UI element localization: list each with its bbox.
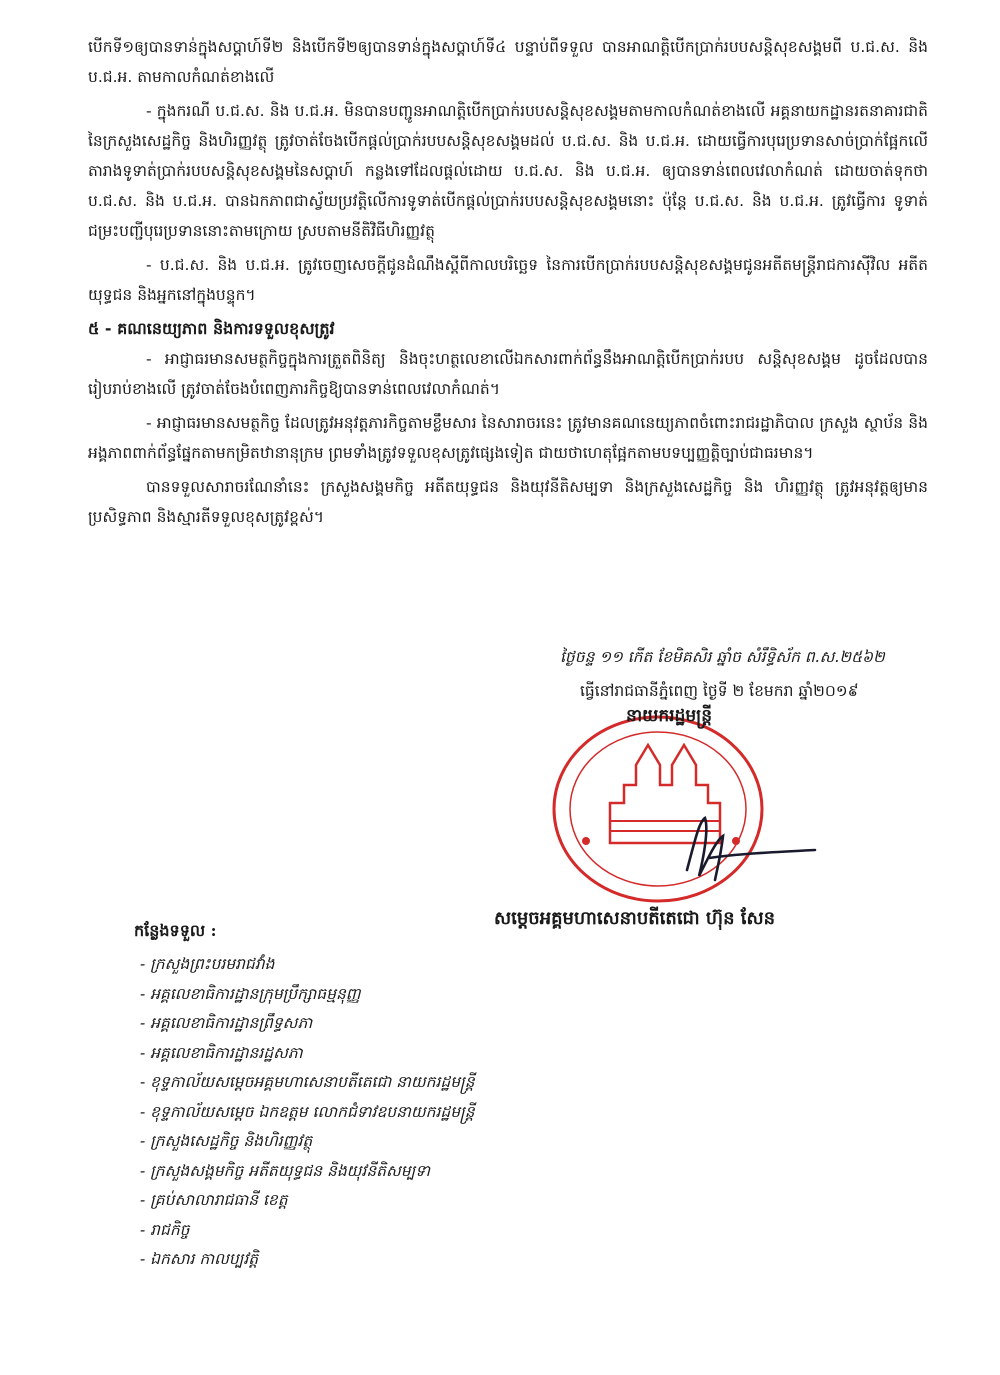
paragraph-payment-schedule: បើកទី១ឲ្យបានទាន់ក្នុងសប្តាហ៍ទី២ និងបើកទី២ឲ្យបានទាន់ក្នុងសប្តាហ៍ទី៤ បន្ទាប់ពីទទួល បានអាណត្តិបើកប្រាក់របបសន្តិសុខសង្គមពី ប.ជ.ស. និង ប.ជ.អ. តាមកាលកំណត់ខាងលើ [88, 38, 928, 86]
paragraph-closing: បានទទួលសារាចរណែនាំនេះ ក្រសួងសង្គមកិច្ច អតីតយុទ្ធជន និងយុវនីតិសម្បទា និងក្រសួងសេដ្ឋកិច្ច និង ហិរញ្ញវត្ថុ ត្រូវអនុវត្តឲ្យមានប្រសិទ្ធភាព និងស្មារតីទទួលខុសត្រូវខ្ពស់។ [88, 478, 928, 526]
recipient-item: - ក្រសួងសេដ្ឋកិច្ច និងហិរញ្ញវត្ថុ [140, 1132, 313, 1150]
paragraph-authority-review: - អាជ្ញាធរមានសមត្ថកិច្ចក្នុងការត្រួតពិនិត្យ និងចុះហត្ថលេខាលើឯកសារពាក់ព័ន្ធនឹងអាណត្តិបើកប្រាក់របប សន្តិសុខសង្គម ដូចដែលបានរៀបរាប់ខាងលើ ត្រូវចាត់ចែងបំពេញភារកិច្ចឱ្យបានទាន់ពេលវេលាកំណត់។ [88, 350, 928, 398]
recipient-item: - គ្រប់សាលារាជធានី ខេត្ត [140, 1191, 288, 1209]
paragraph-authority-accountability: - អាជ្ញាធរមានសមត្ថកិច្ច ដែលត្រូវអនុវត្តភារកិច្ចតាមខ្លឹមសារ នៃសារាចរនេះ ត្រូវមានគណនេយ្យភាពចំពោះរាជរដ្ឋាភិបាល ក្រសួង ស្ថាប័ន និងអង្គភាពពាក់ព័ន្ធផ្នែកតាមកម្រិតឋានានុក្រម ព្រមទាំងត្រូវទទួលខុសត្រូវផ្សេងទៀត ជាយថាហេតុផ្អែកតាមបទប្បញ្ញត្តិច្បាប់ជាធរមាន។ [88, 414, 928, 462]
date-block [560, 640, 940, 708]
recipient-item: - អគ្គលេខាធិការដ្ឋានក្រុមប្រឹក្សាធម្មនុញ្ញ [140, 984, 361, 1003]
recipient-item: - ខុទ្ទកាល័យសម្តេច ឯកឧត្តម លោកជំទាវឧបនាយករដ្ឋមន្ត្រី [140, 1102, 475, 1121]
recipient-item: - ក្រសួងព្រះបរមរាជវាំង [140, 955, 275, 973]
recipient-item: - ខុទ្ទកាល័យសម្តេចអគ្គមហាសេនាបតីតេជោ នាយករដ្ឋមន្ត្រី [140, 1073, 475, 1091]
paragraph-notification: - ប.ជ.ស. និង ប.ជ.អ. ត្រូវចេញសេចក្តីជូនដំណឹងស្តីពីកាលបរិច្ឆេទ នៃការបើកប្រាក់របបសន្តិសុខសង្គមជូនអតីតមន្ត្រីរាជការស៊ីវិល អតីតយុទ្ធជន និងអ្នកនៅក្នុងបន្ទុក។ [88, 256, 928, 304]
solar-date: ធ្វើនៅរាជធានីភ្នំពេញ ថ្ងៃទី ២ ខែមករា ឆ្នាំ២០១៩ [580, 682, 859, 700]
document-body [88, 32, 928, 536]
paragraph-advance-payment: - ក្នុងករណី ប.ជ.ស. និង ប.ជ.អ. មិនបានបញ្ជូនអាណត្តិបើកប្រាក់របបសន្តិសុខសង្គមតាមកាលកំណត់ខាងលើ អគ្គនាយកដ្ឋានរតនាគារជាតិ នៃក្រសួងសេដ្ឋកិច្ច និងហិរញ្ញវត្ថុ ត្រូវចាត់ចែងបើកផ្តល់ប្រាក់របបសន្តិសុខសង្គមដល់ ប.ជ.ស. និង ប.ជ.អ. ដោយធ្វើការបុរេប្រទានសាច់ប្រាក់ផ្អែកលើតារាងទូទាត់ប្រាក់របបសន្តិសុខសង្គមនៃសប្តាហ៍ កន្លងទៅដែលផ្តល់ដោយ ប.ជ.ស. និង ប.ជ.អ. ឲ្យបានទាន់ពេលវេលាកំណត់ ដោយចាត់ទុកថា ប.ជ.ស. និង ប.ជ.អ. បានឯកភាពជាស្វ័យប្រវត្តិលើការទូទាត់បើកផ្តល់ប្រាក់របបសន្តិសុខសង្គមនោះ ប៉ុន្តែ ប.ជ.ស. និង ប.ជ.អ. ត្រូវធ្វើការ ទូទាត់ជម្រះបញ្ជីបុរេប្រទាននោះតាមក្រោយ ស្របតាមនីតិវិធីហិរញ្ញវត្ថុ [88, 102, 928, 240]
recipients-heading: កន្លែងទទួល : [134, 921, 217, 940]
recipient-item: - ក្រសួងសង្គមកិច្ច អតីតយុទ្ធជន និងយុវនីតិសម្បទា [140, 1161, 430, 1180]
recipient-item: - អគ្គលេខាធិការដ្ឋានព្រឹទ្ធសភា [140, 1014, 313, 1032]
recipient-item: - អគ្គលេខាធិការដ្ឋានរដ្ឋសភា [140, 1043, 303, 1062]
recipients-list [134, 950, 654, 1275]
recipient-item: - ឯកសារ កាលប្បវត្តិ [140, 1250, 259, 1268]
recipients-block [134, 920, 654, 1275]
section-heading-accountability: ៥ - គណនេយ្យភាព និងការទទួលខុសត្រូវ [88, 319, 335, 338]
recipient-item: - រាជកិច្ច [140, 1220, 190, 1239]
signer-title: នាយករដ្ឋមន្ត្រី [626, 706, 712, 726]
signer-name: សម្តេចអគ្គមហាសេនាបតីតេជោ ហ៊ុន សែន [494, 908, 776, 929]
handwritten-signature [665, 800, 825, 890]
lunar-date: ថ្ងៃចន្ទ ១១ កើត ខែមិគសិរ ឆ្នាំច សំរឹទ្ធិស័ក ព.ស.២៥៦២ [560, 648, 885, 666]
